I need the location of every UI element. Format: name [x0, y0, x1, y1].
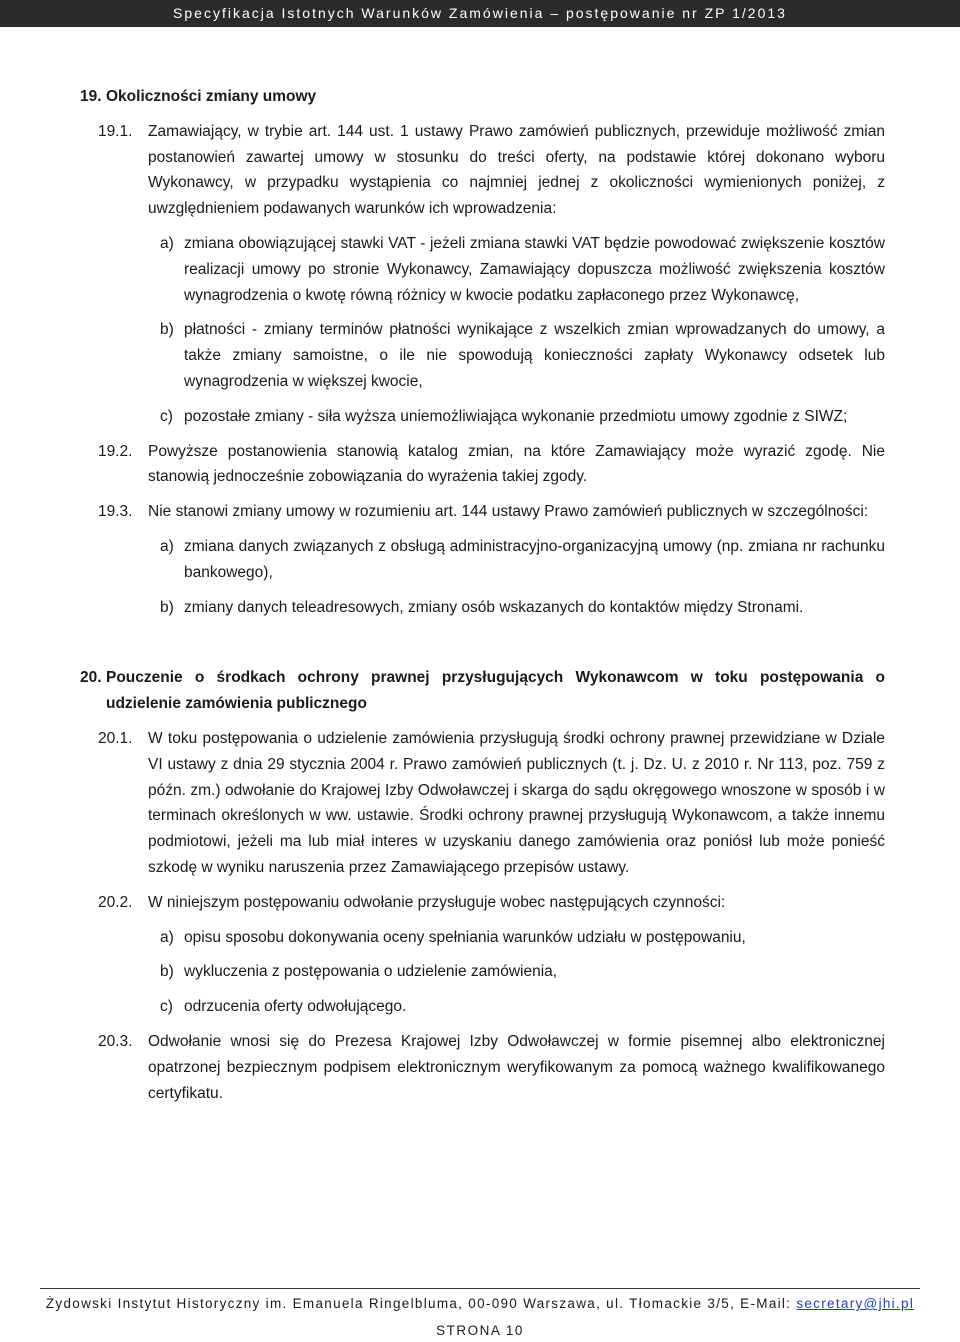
list-item [160, 925, 885, 951]
paragraph-19-3 [98, 499, 885, 525]
section-title: Pouczenie o środkach ochrony prawnej przysługujących Wykonawcom w toku postępowania o udzielenie zamówienia publicznego [106, 669, 885, 713]
paragraph-20-1 [98, 726, 885, 881]
list-item [160, 317, 885, 394]
paragraph-text: W toku postępowania o udzielenie zamówienia przysługują środki ochrony prawnej przewidziane w Dziale VI ustawy z dnia 29 stycznia 2004 r. Prawo zamówień publicznych (t. j. Dz. U. z 2010 r. Nr 113, poz. 759 z późn. zm.) odwołanie do Krajowej Izby Odwoławczej i skarga do sądu okręgowego wnoszone w sposób i w terminach określonych w ww. ustawie. Środki ochrony prawnej przysługują Wykonawcom, a także innemu podmiotowi, jeżeli ma lub miał interes w uzyskaniu danego zamówienia oraz poniósł lub może ponieść szkodę w wyniku naruszenia przez Zamawiającego przepisów ustawy. [148, 729, 885, 876]
list-item [160, 534, 885, 586]
list-label: b) [160, 321, 174, 339]
paragraph-number: 20.2. [98, 893, 133, 911]
paragraph-number: 20.3. [98, 1032, 133, 1050]
paragraph-text: W niniejszym postępowaniu odwołanie przysługuje wobec następujących czynności: [148, 893, 726, 911]
list-text: pozostałe zmiany - siła wyższa uniemożliwiająca wykonanie przedmiotu umowy zgodnie z SIWZ; [184, 407, 848, 425]
list-text: opisu sposobu dokonywania oceny spełniania warunków udziału w postępowaniu, [184, 928, 746, 946]
paragraph-text: Powyższe postanowienia stanowią katalog zmian, na które Zamawiający może wyrazić zgodę. Nie stanowią jednocześnie zobowiązania do wyrażenia takiej zgody. [148, 442, 885, 486]
list-label: c) [160, 407, 173, 425]
paragraph-number: 19.1. [98, 122, 133, 140]
section-number: 19. [80, 88, 102, 105]
list-text: zmiany danych teleadresowych, zmiany osób wskazanych do kontaktów między Stronami. [184, 598, 804, 616]
list-item [160, 404, 885, 430]
footer-email-link[interactable]: secretary@jhi.pl [796, 1296, 915, 1311]
section-number: 20. [80, 669, 102, 687]
list-item [160, 231, 885, 308]
list-label: b) [160, 963, 174, 981]
list-label: c) [160, 998, 173, 1016]
list-text: odrzucenia oferty odwołującego. [184, 998, 407, 1016]
footer-address-text: Żydowski Instytut Historyczny im. Emanuela Ringelbluma, 00-090 Warszawa, ul. Tłomackie 3/5, E-Mail: [45, 1296, 797, 1311]
document-body [80, 84, 885, 1115]
list-label: a) [160, 234, 174, 252]
list-item [160, 959, 885, 985]
list-label: a) [160, 928, 174, 946]
paragraph-text: Zamawiający, w trybie art. 144 ust. 1 ustawy Prawo zamówień publicznych, przewiduje możliwość zmian postanowień zawartej umowy w stosunku do treści oferty, na podstawie której dokonano wyboru Wykonawcy, w przypadku wystąpienia co najmniej jednej z okoliczności wymienionych poniżej, z uwzględnieniem podawanych warunków ich wprowadzenia: [148, 122, 885, 218]
list-text: wykluczenia z postępowania o udzielenie zamówienia, [184, 963, 558, 981]
footer-divider [40, 1288, 920, 1289]
section-19-heading [80, 84, 885, 110]
list-item [160, 994, 885, 1020]
paragraph-text: Nie stanowi zmiany umowy w rozumieniu art. 144 ustawy Prawo zamówień publicznych w szczególności: [148, 503, 869, 521]
paragraph-number: 20.1. [98, 729, 133, 747]
paragraph-20-2 [98, 890, 885, 916]
paragraph-number: 19.3. [98, 503, 133, 521]
list-item [160, 595, 885, 621]
paragraph-19-1 [98, 119, 885, 222]
list-text: zmiana danych związanych z obsługą administracyjno-organizacyjną umowy (np. zmiana nr rachunku bankowego), [184, 537, 885, 581]
paragraph-number: 19.2. [98, 442, 133, 460]
section-20-heading [80, 665, 885, 717]
list-text: zmiana obowiązującej stawki VAT - jeżeli zmiana stawki VAT będzie powodować zwiększenie kosztów realizacji umowy po stronie Wykonawcy, Zamawiający dopuszcza możliwość zwiększenia kosztów wynagrodzenia o kwotę równą różnicy w kwocie podatku zapłaconego przez Wykonawcę, [184, 234, 885, 304]
paragraph-20-3 [98, 1029, 885, 1106]
paragraph-text: Odwołanie wnosi się do Prezesa Krajowej Izby Odwoławczej w formie pisemnej albo elektronicznej opatrzonej bezpiecznym podpisem elektronicznym weryfikowanym za pomocą ważnego kwalifikowanego certyfikatu. [148, 1032, 885, 1102]
footer-address [40, 1296, 920, 1311]
page-number: STRONA 10 [436, 1323, 524, 1338]
list-label: a) [160, 537, 174, 555]
header-title: Specyfikacja Istotnych Warunków Zamówienia – postępowanie nr ZP 1/2013 [173, 5, 787, 21]
list-label: b) [160, 598, 174, 616]
paragraph-19-2 [98, 439, 885, 491]
list-text: płatności - zmiany terminów płatności wynikające z wszelkich zmian wprowadzanych do umowy, a także zmiany samoistne, o ile nie spowodują konieczności zapłaty Wykonawcy odsetek lub wynagrodzenia w większej kwocie, [184, 321, 885, 390]
page-header [0, 0, 960, 27]
section-title: Okoliczności zmiany umowy [106, 88, 317, 105]
